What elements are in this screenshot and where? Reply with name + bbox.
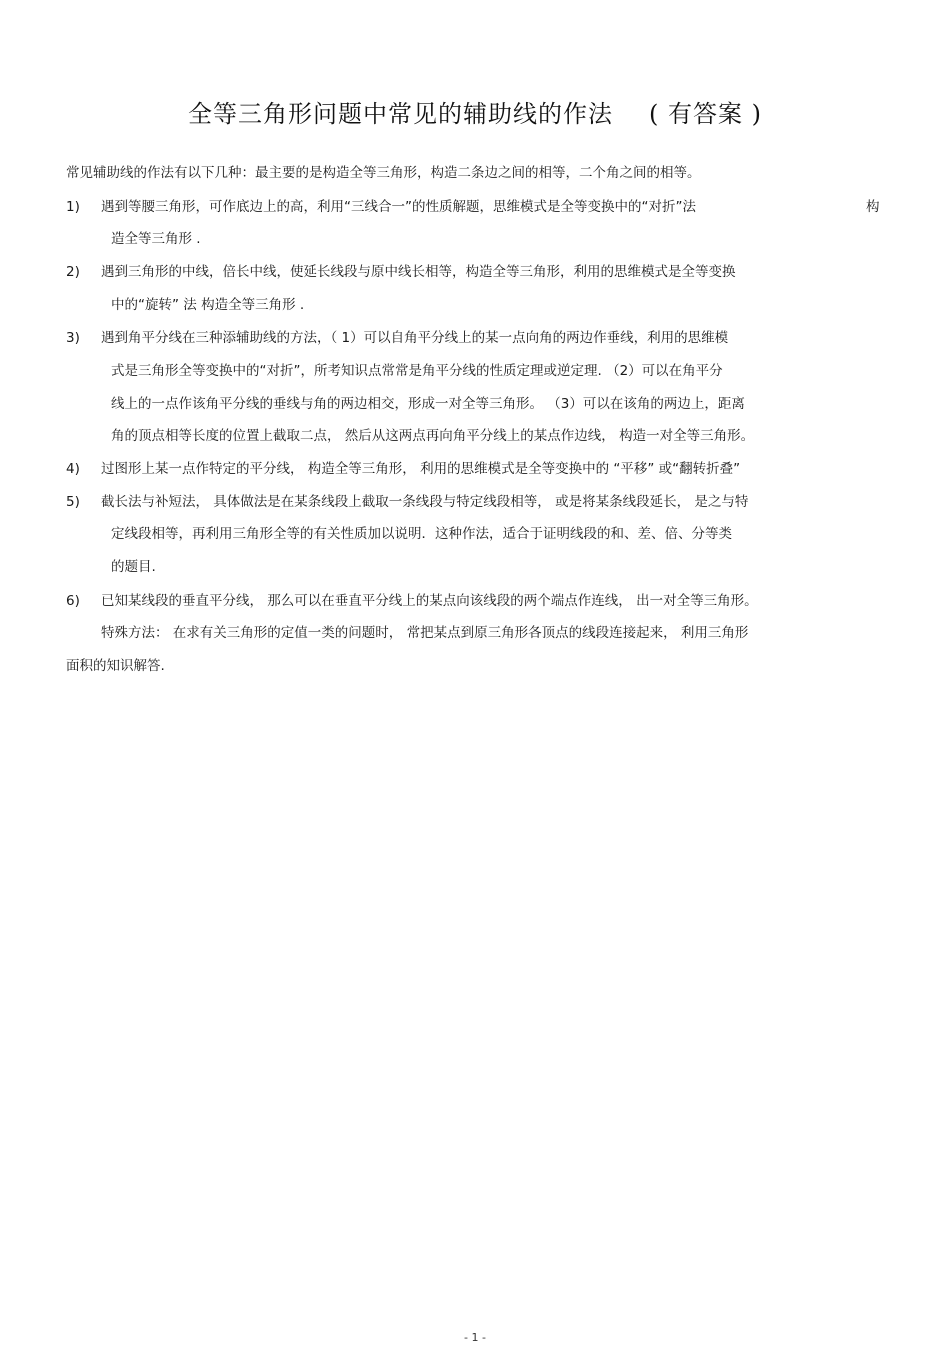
- item-3-line-3: 线上的一点作该角平分线的垂线与角的两边相交，形成一对全等三角形。 （3）可以在该角的两边上，距离: [111, 396, 745, 412]
- item-1-number: 1): [66, 199, 80, 215]
- item-4-line-1: 过图形上某一点作特定的平分线， 构造全等三角形， 利用的思维模式是全等变换中的 “平移” 或“翻转折叠”: [101, 461, 741, 477]
- item-2-number: 2): [66, 264, 80, 280]
- page-title: [0, 94, 950, 129]
- item-5-number: 5): [66, 494, 80, 510]
- item-1-line-1: 遇到等腰三角形，可作底边上的高，利用“三线合一”的性质解题，思维模式是全等变换中的“对折”法: [101, 199, 696, 215]
- item-1-tail: 构: [866, 199, 880, 215]
- item-5-line-1: 截长法与补短法， 具体做法是在某条线段上截取一条线段与特定线段相等， 或是将某条线段延长， 是之与特: [101, 494, 749, 510]
- item-6-line-1: 已知某线段的垂直平分线， 那么可以在垂直平分线上的某点向该线段的两个端点作连线， 出一对全等三角形。: [101, 593, 758, 609]
- item-3-number: 3): [66, 330, 80, 346]
- intro-paragraph: 常见辅助线的作法有以下几种：最主要的是构造全等三角形，构造二条边之间的相等，二个角之间的相等。: [66, 165, 701, 181]
- item-3-line-2: 式是三角形全等变换中的“对折”，所考知识点常常是角平分线的性质定理或逆定理. （2）可以在角平分: [111, 363, 723, 379]
- item-5-line-2: 定线段相等，再利用三角形全等的有关性质加以说明．这种作法，适合于证明线段的和、差、倍、分等类: [111, 526, 732, 542]
- item-3-line-1: 遇到角平分线在三种添辅助线的方法，（ 1）可以自角平分线上的某一点向角的两边作垂线，利用的思维模: [101, 330, 729, 346]
- item-3-line-4: 角的顶点相等长度的位置上截取二点， 然后从这两点再向角平分线上的某点作边线， 构造一对全等三角形。: [111, 428, 755, 444]
- page-number: - 1 -: [464, 1331, 486, 1344]
- title-suffix: ( 有答案 ): [649, 100, 762, 128]
- item-1-line-2: 造全等三角形 .: [111, 231, 201, 247]
- item-6-number: 6): [66, 593, 80, 609]
- title-main: 全等三角形问题中常见的辅助线的作法: [188, 100, 613, 128]
- item-2-line-1: 遇到三角形的中线，倍长中线，使延长线段与原中线长相等，构造全等三角形，利用的思维模式是全等变换: [101, 264, 736, 280]
- special-method-line-1: 特殊方法： 在求有关三角形的定值一类的问题时， 常把某点到原三角形各顶点的线段连接起来， 利用三角形: [101, 625, 749, 641]
- item-5-line-3: 的题目.: [111, 559, 156, 575]
- item-2-line-2: 中的“旋转” 法 构造全等三角形 .: [111, 297, 305, 313]
- special-method-line-2: 面积的知识解答.: [66, 658, 165, 674]
- item-4-number: 4): [66, 461, 80, 477]
